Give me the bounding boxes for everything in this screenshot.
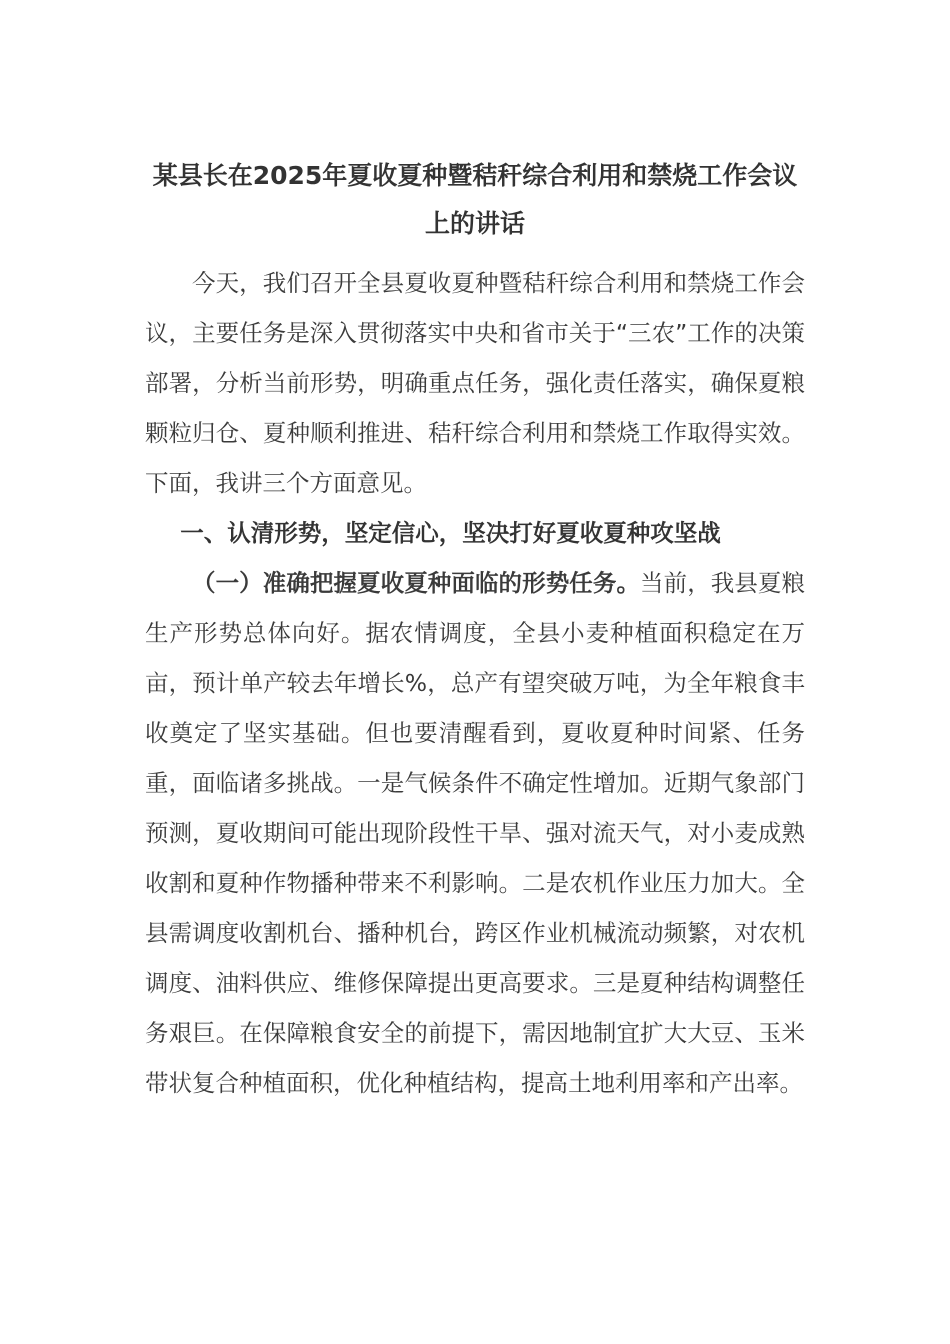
subsection-paragraph-1 — [145, 558, 805, 1108]
subsection-lead-1: （一）准确把握夏收夏种面临的形势任务。 — [192, 569, 641, 597]
document-body — [145, 152, 805, 1108]
document-text — [145, 258, 805, 1108]
subsection-text-1: 当前，我县夏粮生产形势总体向好。据农情调度，全县小麦种植面积稳定在万亩，预计单产较去年增长%，总产有望突破万吨，为全年粮食丰收奠定了坚实基础。但也要清醒看到，夏收夏种时间紧、任务重，面临诸多挑战。一是气候条件不确定性增加。近期气象部门预测，夏收期间可能出现阶段性干旱、强对流天气，对小麦成熟收割和夏种作物播种带来不利影响。二是农机作业压力加大。全县需调度收割机台、播种机台，跨区作业机械流动频繁，对农机调度、油料供应、维修保障提出更高要求。三是夏种结构调整任务艰巨。在保障粮食安全的前提下，需因地制宜扩大大豆、玉米带状复合种植面积，优化种植结构，提高土地利用率和产出率。 — [145, 569, 806, 1097]
section-heading-1: 一、认清形势，坚定信心，坚决打好夏收夏种攻坚战 — [180, 519, 721, 547]
document-title: 某县长在2025年夏收夏种暨秸秆综合利用和禁烧工作会议上的讲话 — [152, 161, 798, 238]
intro-paragraph: 今天，我们召开全县夏收夏种暨秸秆综合利用和禁烧工作会议，主要任务是深入贯彻落实中央和省市关于“三农”工作的决策部署，分析当前形势，明确重点任务，强化责任落实，确保夏粮颗粒归仓、夏种顺利推进、秸秆综合利用和禁烧工作取得实效。下面，我讲三个方面意见。 — [145, 269, 805, 497]
